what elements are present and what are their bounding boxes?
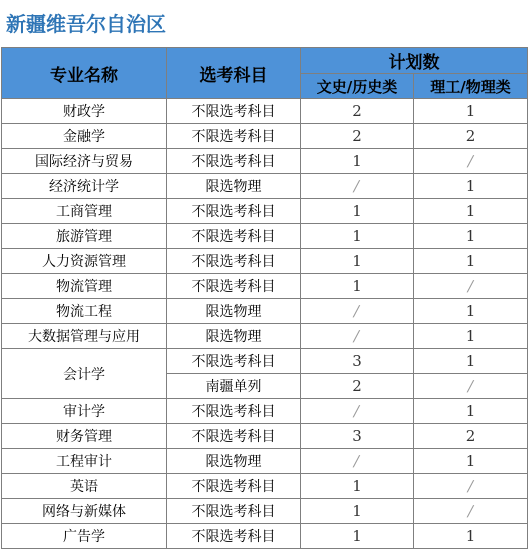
major-cell: 人力资源管理: [2, 249, 167, 274]
table-row: [2, 399, 528, 424]
li-plan-cell: 1: [414, 224, 528, 249]
subject-cell: 限选物理: [167, 299, 301, 324]
no-quota-mark: /: [466, 277, 475, 295]
table-row: [2, 324, 528, 349]
wen-plan-cell: [301, 299, 414, 324]
wen-plan-cell: 1: [301, 474, 414, 499]
no-quota-mark: /: [352, 452, 362, 470]
subject-cell: 不限选考科目: [167, 399, 301, 424]
region-title: 新疆维吾尔自治区: [6, 12, 166, 36]
wen-plan-cell: 2: [301, 374, 414, 399]
table-body: [2, 99, 528, 549]
no-quota-mark: /: [352, 302, 362, 320]
li-plan-cell: 1: [414, 174, 528, 199]
plan-group-header: 计划数: [301, 48, 528, 74]
li-plan-cell: 2: [414, 124, 528, 149]
no-quota-mark: /: [466, 477, 475, 495]
no-quota-mark: /: [352, 402, 362, 420]
wen-plan-cell: 2: [301, 99, 414, 124]
major-cell: 物流管理: [2, 274, 167, 299]
subject-cell: 不限选考科目: [167, 524, 301, 549]
table-row: [2, 449, 528, 474]
li-plan-cell: 2: [414, 424, 528, 449]
subject-cell: 不限选考科目: [167, 224, 301, 249]
table-row: [2, 499, 528, 524]
subject-cell: 限选物理: [167, 324, 301, 349]
li-plan-cell: 1: [414, 524, 528, 549]
li-plan-cell: 1: [414, 99, 528, 124]
li-plan-cell: 1: [414, 324, 528, 349]
major-cell: 审计学: [2, 399, 167, 424]
subject-cell: 限选物理: [167, 449, 301, 474]
subject-cell: 不限选考科目: [167, 274, 301, 299]
no-quota-mark: /: [466, 152, 475, 170]
no-quota-mark: /: [352, 177, 362, 195]
subject-cell: 南疆单列: [167, 374, 301, 399]
table-row: [2, 199, 528, 224]
major-cell: 会计学: [2, 349, 167, 399]
subject-cell: 不限选考科目: [167, 199, 301, 224]
table-row: [2, 249, 528, 274]
li-plan-cell: 1: [414, 449, 528, 474]
li-plan-cell: 1: [414, 199, 528, 224]
table-row: [2, 299, 528, 324]
subject-cell: 不限选考科目: [167, 249, 301, 274]
wen-plan-cell: 3: [301, 349, 414, 374]
subject-column-header: 选考科目: [167, 48, 301, 99]
wen-plan-cell: [301, 324, 414, 349]
table-row: [2, 349, 528, 374]
no-quota-mark: /: [466, 502, 475, 520]
table-row: [2, 174, 528, 199]
table-row: [2, 424, 528, 449]
wen-plan-cell: 2: [301, 124, 414, 149]
subject-cell: 不限选考科目: [167, 424, 301, 449]
subject-cell: 不限选考科目: [167, 499, 301, 524]
li-plan-cell: [414, 149, 528, 174]
table-row: [2, 524, 528, 549]
wen-plan-cell: 1: [301, 224, 414, 249]
major-cell: 物流工程: [2, 299, 167, 324]
wen-plan-cell: [301, 399, 414, 424]
major-cell: 广告学: [2, 524, 167, 549]
table-row: [2, 99, 528, 124]
li-plan-cell: 1: [414, 299, 528, 324]
major-cell: 金融学: [2, 124, 167, 149]
wen-plan-cell: 1: [301, 149, 414, 174]
major-cell: 财政学: [2, 99, 167, 124]
wen-plan-cell: [301, 449, 414, 474]
wen-plan-cell: 3: [301, 424, 414, 449]
wen-plan-cell: 1: [301, 499, 414, 524]
major-cell: 国际经济与贸易: [2, 149, 167, 174]
major-cell: 英语: [2, 474, 167, 499]
wen-column-header: 文史/历史类: [301, 74, 414, 99]
li-column-header: 理工/物理类: [414, 74, 528, 99]
major-cell: 网络与新媒体: [2, 499, 167, 524]
wen-plan-cell: [301, 174, 414, 199]
major-cell: 财务管理: [2, 424, 167, 449]
wen-plan-cell: 1: [301, 524, 414, 549]
subject-cell: 不限选考科目: [167, 474, 301, 499]
enrollment-plan-table: [1, 47, 528, 549]
subject-cell: 不限选考科目: [167, 149, 301, 174]
major-cell: 旅游管理: [2, 224, 167, 249]
table-row: [2, 474, 528, 499]
no-quota-mark: /: [466, 377, 475, 395]
subject-cell: 不限选考科目: [167, 349, 301, 374]
wen-plan-cell: 1: [301, 249, 414, 274]
li-plan-cell: [414, 274, 528, 299]
table-row: [2, 224, 528, 249]
li-plan-cell: 1: [414, 349, 528, 374]
li-plan-cell: [414, 374, 528, 399]
no-quota-mark: /: [352, 327, 362, 345]
major-cell: 工程审计: [2, 449, 167, 474]
major-column-header: 专业名称: [2, 48, 167, 99]
table-header: [2, 48, 528, 99]
li-plan-cell: 1: [414, 249, 528, 274]
table-row: [2, 149, 528, 174]
subject-cell: 限选物理: [167, 174, 301, 199]
major-cell: 工商管理: [2, 199, 167, 224]
li-plan-cell: [414, 474, 528, 499]
major-cell: 大数据管理与应用: [2, 324, 167, 349]
wen-plan-cell: 1: [301, 274, 414, 299]
li-plan-cell: 1: [414, 399, 528, 424]
table-row: [2, 274, 528, 299]
subject-cell: 不限选考科目: [167, 99, 301, 124]
subject-cell: 不限选考科目: [167, 124, 301, 149]
li-plan-cell: [414, 499, 528, 524]
major-cell: 经济统计学: [2, 174, 167, 199]
wen-plan-cell: 1: [301, 199, 414, 224]
table-row: [2, 124, 528, 149]
